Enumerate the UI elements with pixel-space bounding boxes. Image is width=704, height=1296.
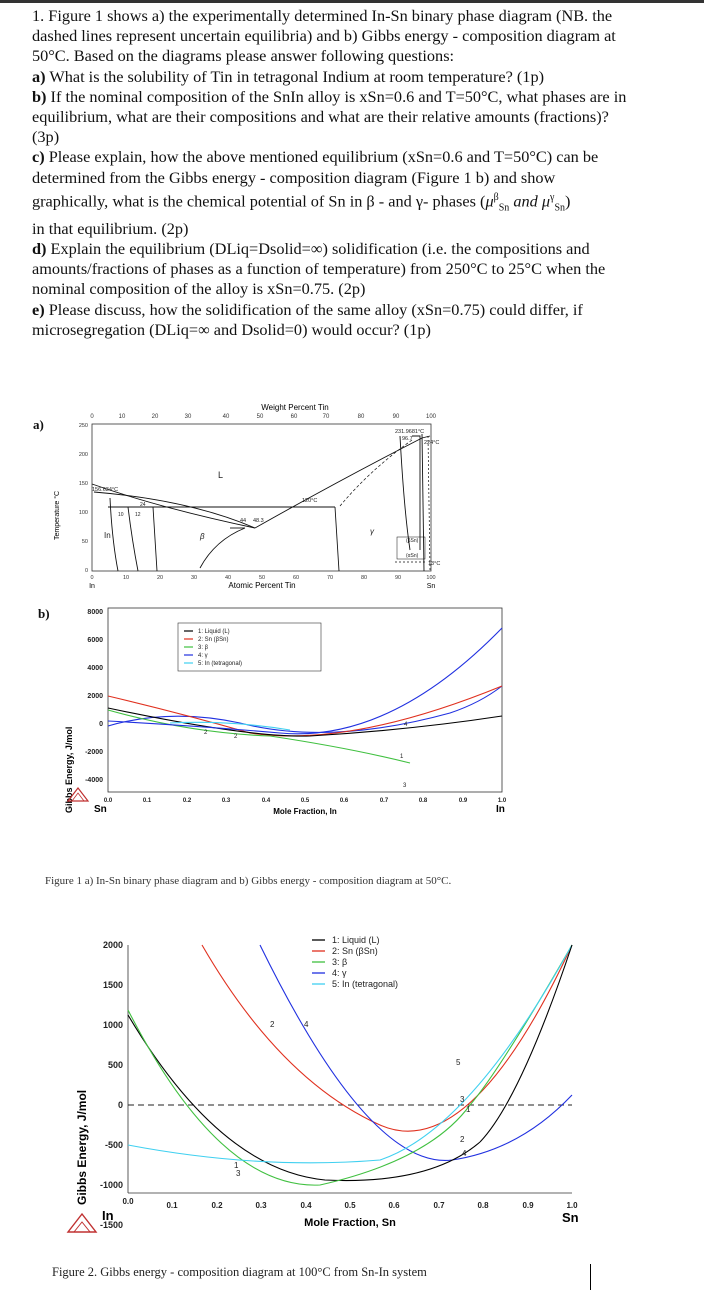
g100-legend-4: 4: γ: [332, 968, 347, 978]
top-tick-2: 20: [151, 414, 159, 420]
svg-text:0.7: 0.7: [379, 798, 389, 804]
svg-text:-500: -500: [104, 1140, 123, 1150]
svg-text:0.1: 0.1: [166, 1201, 178, 1210]
svg-text:1.0: 1.0: [497, 798, 507, 804]
svg-text:30: 30: [190, 575, 198, 581]
sn-side-t: 224°C: [424, 440, 440, 446]
svg-text:0.0: 0.0: [122, 1197, 134, 1206]
svg-text:0.3: 0.3: [255, 1201, 267, 1210]
svg-text:20: 20: [156, 575, 164, 581]
question-c: c) Please explain, how the above mentioned equilibrium (xSn=0.6 and T=50°C) can be determined from the Gibbs energy - composition diagram (Figure 1 b) and show graphically, what is the chemical potential of Sn in β - and γ- phases ($\mu^\beta_{Sn}$ and $\mu^\gamma_{Sn}$) in that equilibrium. (2p): [32, 147, 599, 238]
question-text: [32, 6, 632, 340]
figure1-caption: Figure 1 a) In-Sn binary phase diagram and b) Gibbs energy - composition diagram at 50°C.: [45, 875, 452, 887]
svg-text:1500: 1500: [102, 980, 123, 990]
svg-text:2000: 2000: [87, 693, 103, 700]
alpha-sn-label: (αSn): [406, 553, 419, 559]
svg-text:4000: 4000: [87, 665, 103, 672]
phase-diagram: [40, 400, 600, 600]
g100-left-elem: In: [102, 1208, 114, 1223]
svg-text:3: 3: [403, 783, 407, 789]
liquid-label: L: [218, 470, 224, 480]
svg-text:0.6: 0.6: [339, 798, 349, 804]
g50-gamma-curve: [108, 686, 502, 732]
figure2-caption: Figure 2. Gibbs energy - composition diagram at 100°C from Sn-In system: [52, 1265, 427, 1279]
top-tick-10: 100: [425, 414, 437, 420]
top-axis-title: Weight Percent Tin: [261, 403, 329, 412]
y-tick-200: 200: [78, 452, 88, 458]
g50-legend-3: 3: β: [198, 645, 209, 651]
g100-right-elem: Sn: [562, 1210, 579, 1225]
g50-left-elem: Sn: [94, 804, 107, 815]
svg-text:3: 3: [460, 1095, 465, 1104]
top-tick-6: 60: [290, 414, 298, 420]
svg-text:2: 2: [460, 1135, 465, 1144]
liquidus-right: [255, 436, 430, 528]
top-border: [0, 0, 704, 3]
question-intro: 1. Figure 1 shows a) the experimentally determined In-Sn binary phase diagram (NB. the dashed lines represent uncertain equilibria) and b) Gibbs energy - composition diagram at 50°C. Based on the diagrams please answer following questions:: [32, 6, 616, 66]
g50-legend-4: 4: γ: [198, 653, 208, 659]
svg-text:0.0: 0.0: [103, 798, 113, 804]
transition-t-label: 13°C: [428, 561, 441, 567]
g100-legend-2: 2: Sn (βSn): [332, 946, 378, 956]
svg-text:500: 500: [107, 1060, 123, 1070]
g50-y-title: Gibbs Energy, J/mol: [64, 726, 74, 813]
svg-text:60: 60: [292, 575, 300, 581]
solvus-12: 12: [135, 512, 141, 518]
eutectic-t-label: 120°C: [302, 498, 318, 504]
svg-text:-4000: -4000: [85, 777, 103, 784]
svg-text:0: 0: [99, 721, 103, 728]
bottom-axis-title: Atomic Percent Tin: [228, 581, 296, 590]
svg-text:-1000: -1000: [99, 1180, 123, 1190]
top-tick-8: 80: [357, 414, 365, 420]
svg-text:5: 5: [456, 1058, 461, 1067]
g100-x-title: Mole Fraction, Sn: [304, 1217, 396, 1229]
gibbs-50c-chart: [50, 598, 520, 868]
in-melt-label: 156.634°C: [92, 487, 119, 493]
question-a: a) What is the solubility of Tin in tetragonal Indium at room temperature? (1p): [32, 66, 545, 86]
phase-left-elem: In: [89, 583, 95, 590]
svg-text:1: 1: [466, 1105, 471, 1114]
question-b: b) If the nominal composition of the SnIn alloy is xSn=0.6 and T=50°C, what phases are in equilibrium, what are their compositions and what are their relative amounts (fractions)? (3p): [32, 86, 627, 147]
svg-text:-2000: -2000: [85, 749, 103, 756]
svg-text:2: 2: [270, 1020, 275, 1029]
svg-text:0.2: 0.2: [182, 798, 192, 804]
svg-text:0.8: 0.8: [477, 1201, 489, 1210]
y-tick-250: 250: [78, 423, 88, 429]
question-d: d) Explain the equilibrium (DLiq=Dsolid=∞) solidification (i.e. the compositions and amounts/fractions of phases as a function of temperature) from 250°C to 25°C when the nominal composition of the alloy is xSn=0.75. (2p): [32, 238, 606, 299]
g50-legend-2: 2: Sn (βSn): [198, 637, 229, 643]
top-tick-1: 10: [118, 414, 126, 420]
svg-text:1000: 1000: [102, 1020, 123, 1030]
g50-x-title: Mole Fraction, In: [273, 807, 337, 816]
panel-b-label: b): [38, 606, 50, 621]
svg-text:0.7: 0.7: [433, 1201, 445, 1210]
svg-text:0.9: 0.9: [458, 798, 468, 804]
solvus-24: 24: [140, 502, 146, 508]
svg-text:40: 40: [224, 575, 232, 581]
eutectic-comp1: 44: [240, 518, 247, 524]
top-tick-5: 50: [256, 414, 264, 420]
y-tick-0: 0: [84, 568, 88, 574]
svg-text:0.6: 0.6: [388, 1201, 400, 1210]
g100-legend-3: 3: β: [332, 957, 348, 967]
phase-right-elem: Sn: [426, 583, 436, 590]
top-tick-0: 0: [90, 414, 94, 420]
g100-legend-1: 1: Liquid (L): [332, 935, 380, 945]
svg-text:0: 0: [117, 1100, 123, 1110]
thermocalc-logo-2: [68, 1214, 96, 1232]
svg-text:100: 100: [426, 575, 436, 581]
svg-text:6000: 6000: [87, 637, 103, 644]
svg-text:10: 10: [122, 575, 130, 581]
beta-label: β: [200, 532, 205, 541]
svg-text:50: 50: [258, 575, 266, 581]
top-tick-7: 70: [322, 414, 330, 420]
svg-text:1: 1: [400, 754, 404, 760]
svg-text:3: 3: [236, 1169, 241, 1178]
svg-text:90: 90: [394, 575, 402, 581]
svg-text:2000: 2000: [102, 940, 123, 950]
g50-beta-curve: [108, 710, 410, 763]
in-phase-label: In: [104, 531, 111, 540]
svg-text:0.5: 0.5: [300, 798, 310, 804]
gamma-label: γ: [370, 527, 374, 536]
svg-text:2: 2: [204, 730, 208, 736]
svg-text:2: 2: [234, 734, 238, 740]
svg-text:0.9: 0.9: [522, 1201, 534, 1210]
beta-sn-label: (βSn): [406, 538, 419, 544]
top-tick-3: 30: [184, 414, 192, 420]
panel-a-label: a): [33, 417, 44, 432]
g50-legend-5: 5: In (tetragonal): [198, 661, 243, 667]
eutectic-comp2: 48.3: [253, 518, 264, 524]
question-e: e) Please discuss, how the solidification of the same alloy (xSn=0.75) could differ, if microsegregation (DLiq=∞ and Dsolid=0) would occur? (1p): [32, 299, 583, 339]
y-tick-150: 150: [78, 481, 88, 487]
svg-text:0.8: 0.8: [418, 798, 428, 804]
g100-y-title: Gibbs Energy, J/mol: [75, 1089, 89, 1205]
svg-text:0.4: 0.4: [261, 798, 271, 804]
svg-text:4: 4: [304, 1020, 309, 1029]
g50-right-elem: In: [496, 804, 505, 815]
svg-text:4: 4: [404, 722, 408, 728]
svg-text:80: 80: [360, 575, 368, 581]
svg-text:0.4: 0.4: [300, 1201, 312, 1210]
g100-legend-5: 5: In (tetragonal): [332, 979, 399, 989]
solvus-10: 10: [118, 512, 124, 518]
sn-melt-label: 231.9681°C: [395, 429, 425, 435]
gibbs-100c-chart: [50, 930, 610, 1240]
sn-side-comp: 96.7: [402, 436, 413, 442]
text-cursor: [590, 1264, 591, 1290]
svg-text:0.3: 0.3: [221, 798, 231, 804]
top-tick-9: 90: [392, 414, 400, 420]
top-tick-4: 40: [222, 414, 230, 420]
svg-text:0: 0: [90, 575, 94, 581]
svg-text:0.1: 0.1: [142, 798, 152, 804]
g50-legend-1: 1: Liquid (L): [198, 629, 230, 635]
svg-text:0.5: 0.5: [344, 1201, 356, 1210]
y-tick-50: 50: [81, 539, 88, 545]
svg-text:8000: 8000: [87, 609, 103, 616]
svg-text:1.0: 1.0: [566, 1201, 578, 1210]
svg-text:0.2: 0.2: [211, 1201, 223, 1210]
phase-y-axis-title: Temperature °C: [54, 490, 61, 540]
g50-sn-curve: [108, 686, 502, 736]
svg-text:70: 70: [326, 575, 334, 581]
y-tick-100: 100: [78, 510, 88, 516]
svg-text:4: 4: [462, 1149, 467, 1158]
svg-text:-1500: -1500: [99, 1220, 123, 1230]
svg-text:1: 1: [234, 1161, 239, 1170]
